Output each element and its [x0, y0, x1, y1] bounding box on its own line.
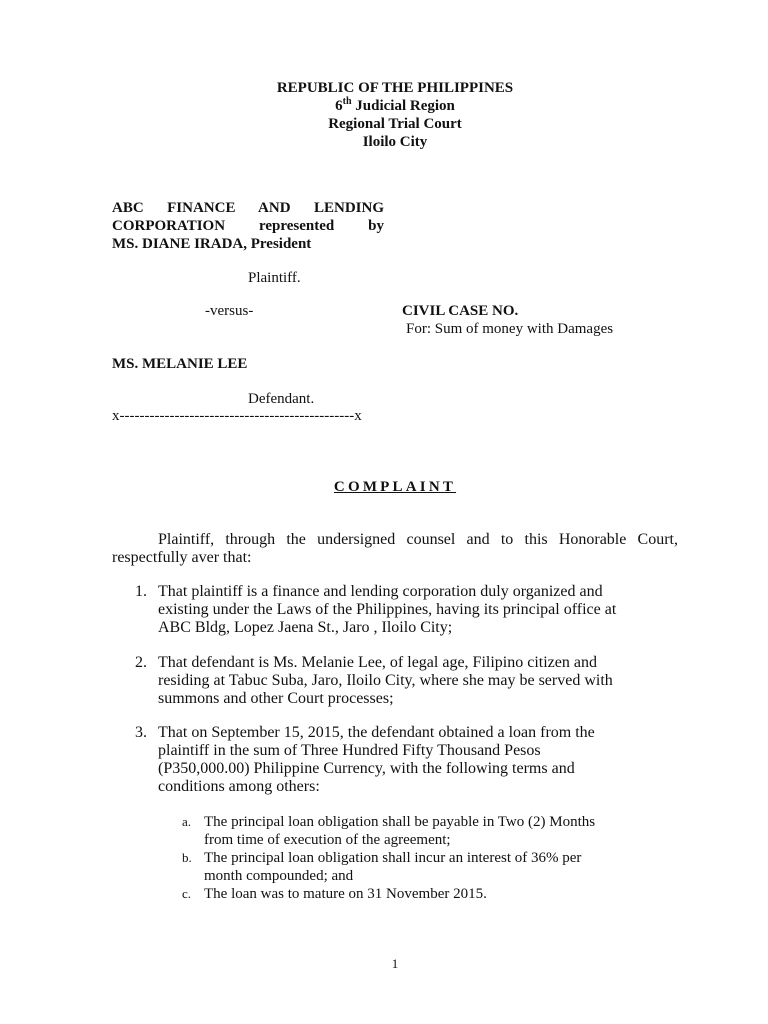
defendant-role: Defendant. — [248, 391, 315, 407]
page-number: 1 — [391, 956, 399, 971]
allegation-line: residing at Tabuc Suba, Jaro, Iloilo City, where she may be served with — [158, 672, 613, 689]
allegation-number: 2. — [135, 654, 147, 671]
term-line: The loan was to mature on 31 November 2015. — [204, 886, 487, 902]
term-label: a. — [182, 814, 192, 829]
allegation-line: existing under the Laws of the Philippines, having its principal office at — [158, 601, 617, 618]
term-label: b. — [182, 850, 192, 865]
term-line: from time of execution of the agreement; — [204, 832, 451, 848]
allegation-line: plaintiff in the sum of Three Hundred Fifty Thousand Pesos — [158, 742, 541, 759]
plaintiff-line-2: CORPORATION represented by — [112, 218, 384, 234]
allegation-line: conditions among others: — [158, 778, 320, 795]
civil-case-label: CIVIL CASE NO. — [402, 303, 519, 319]
term-line: The principal loan obligation shall incur an interest of 36% per — [204, 850, 582, 866]
allegation-line: summons and other Court processes; — [158, 690, 394, 707]
intro-paragraph — [112, 531, 678, 567]
document-title: COMPLAINT — [333, 479, 457, 495]
term-line: month compounded; and — [204, 868, 354, 884]
allegation-line: That defendant is Ms. Melanie Lee, of legal age, Filipino citizen and — [158, 654, 597, 671]
term-text — [204, 813, 684, 849]
defendant-name: MS. MELANIE LEE — [112, 356, 248, 372]
intro-line-1: Plaintiff, through the undersigned counsel and to this Honorable Court, — [158, 531, 678, 548]
header-judicial-region: 6th Judicial Region — [335, 96, 455, 114]
allegation-number: 3. — [135, 724, 147, 741]
plaintiff-line-1: ABC FINANCE AND LENDING — [112, 200, 384, 216]
plaintiff-role: Plaintiff. — [248, 270, 301, 286]
caption-separator: x-----------------------------------------------x — [112, 408, 362, 424]
allegation-text — [158, 654, 678, 708]
allegation-line: ABC Bldg, Lopez Jaena St., Jaro , Iloilo City; — [158, 619, 453, 636]
header-city: Iloilo City — [362, 134, 428, 150]
case-nature: For: Sum of money with Damages — [406, 321, 614, 337]
term-text — [204, 849, 684, 885]
allegation-number: 1. — [135, 583, 147, 600]
versus-label: -versus- — [205, 303, 254, 319]
header-court: Regional Trial Court — [328, 116, 462, 132]
plaintiff-line-3: MS. DIANE IRADA, President — [112, 236, 312, 252]
intro-line-2: respectfully aver that: — [112, 549, 252, 566]
plaintiff-party — [112, 199, 384, 253]
allegation-line: That plaintiff is a finance and lending corporation duly organized and — [158, 583, 603, 600]
term-line: The principal loan obligation shall be payable in Two (2) Months — [204, 814, 596, 830]
allegation-text — [158, 724, 678, 796]
allegation-line: (P350,000.00) Philippine Currency, with the following terms and — [158, 760, 575, 777]
term-label: c. — [182, 886, 192, 901]
term-text — [204, 885, 684, 903]
allegation-text — [158, 583, 678, 637]
header-republic: REPUBLIC OF THE PHILIPPINES — [276, 80, 514, 96]
allegation-line: That on September 15, 2015, the defendant obtained a loan from the — [158, 724, 595, 741]
